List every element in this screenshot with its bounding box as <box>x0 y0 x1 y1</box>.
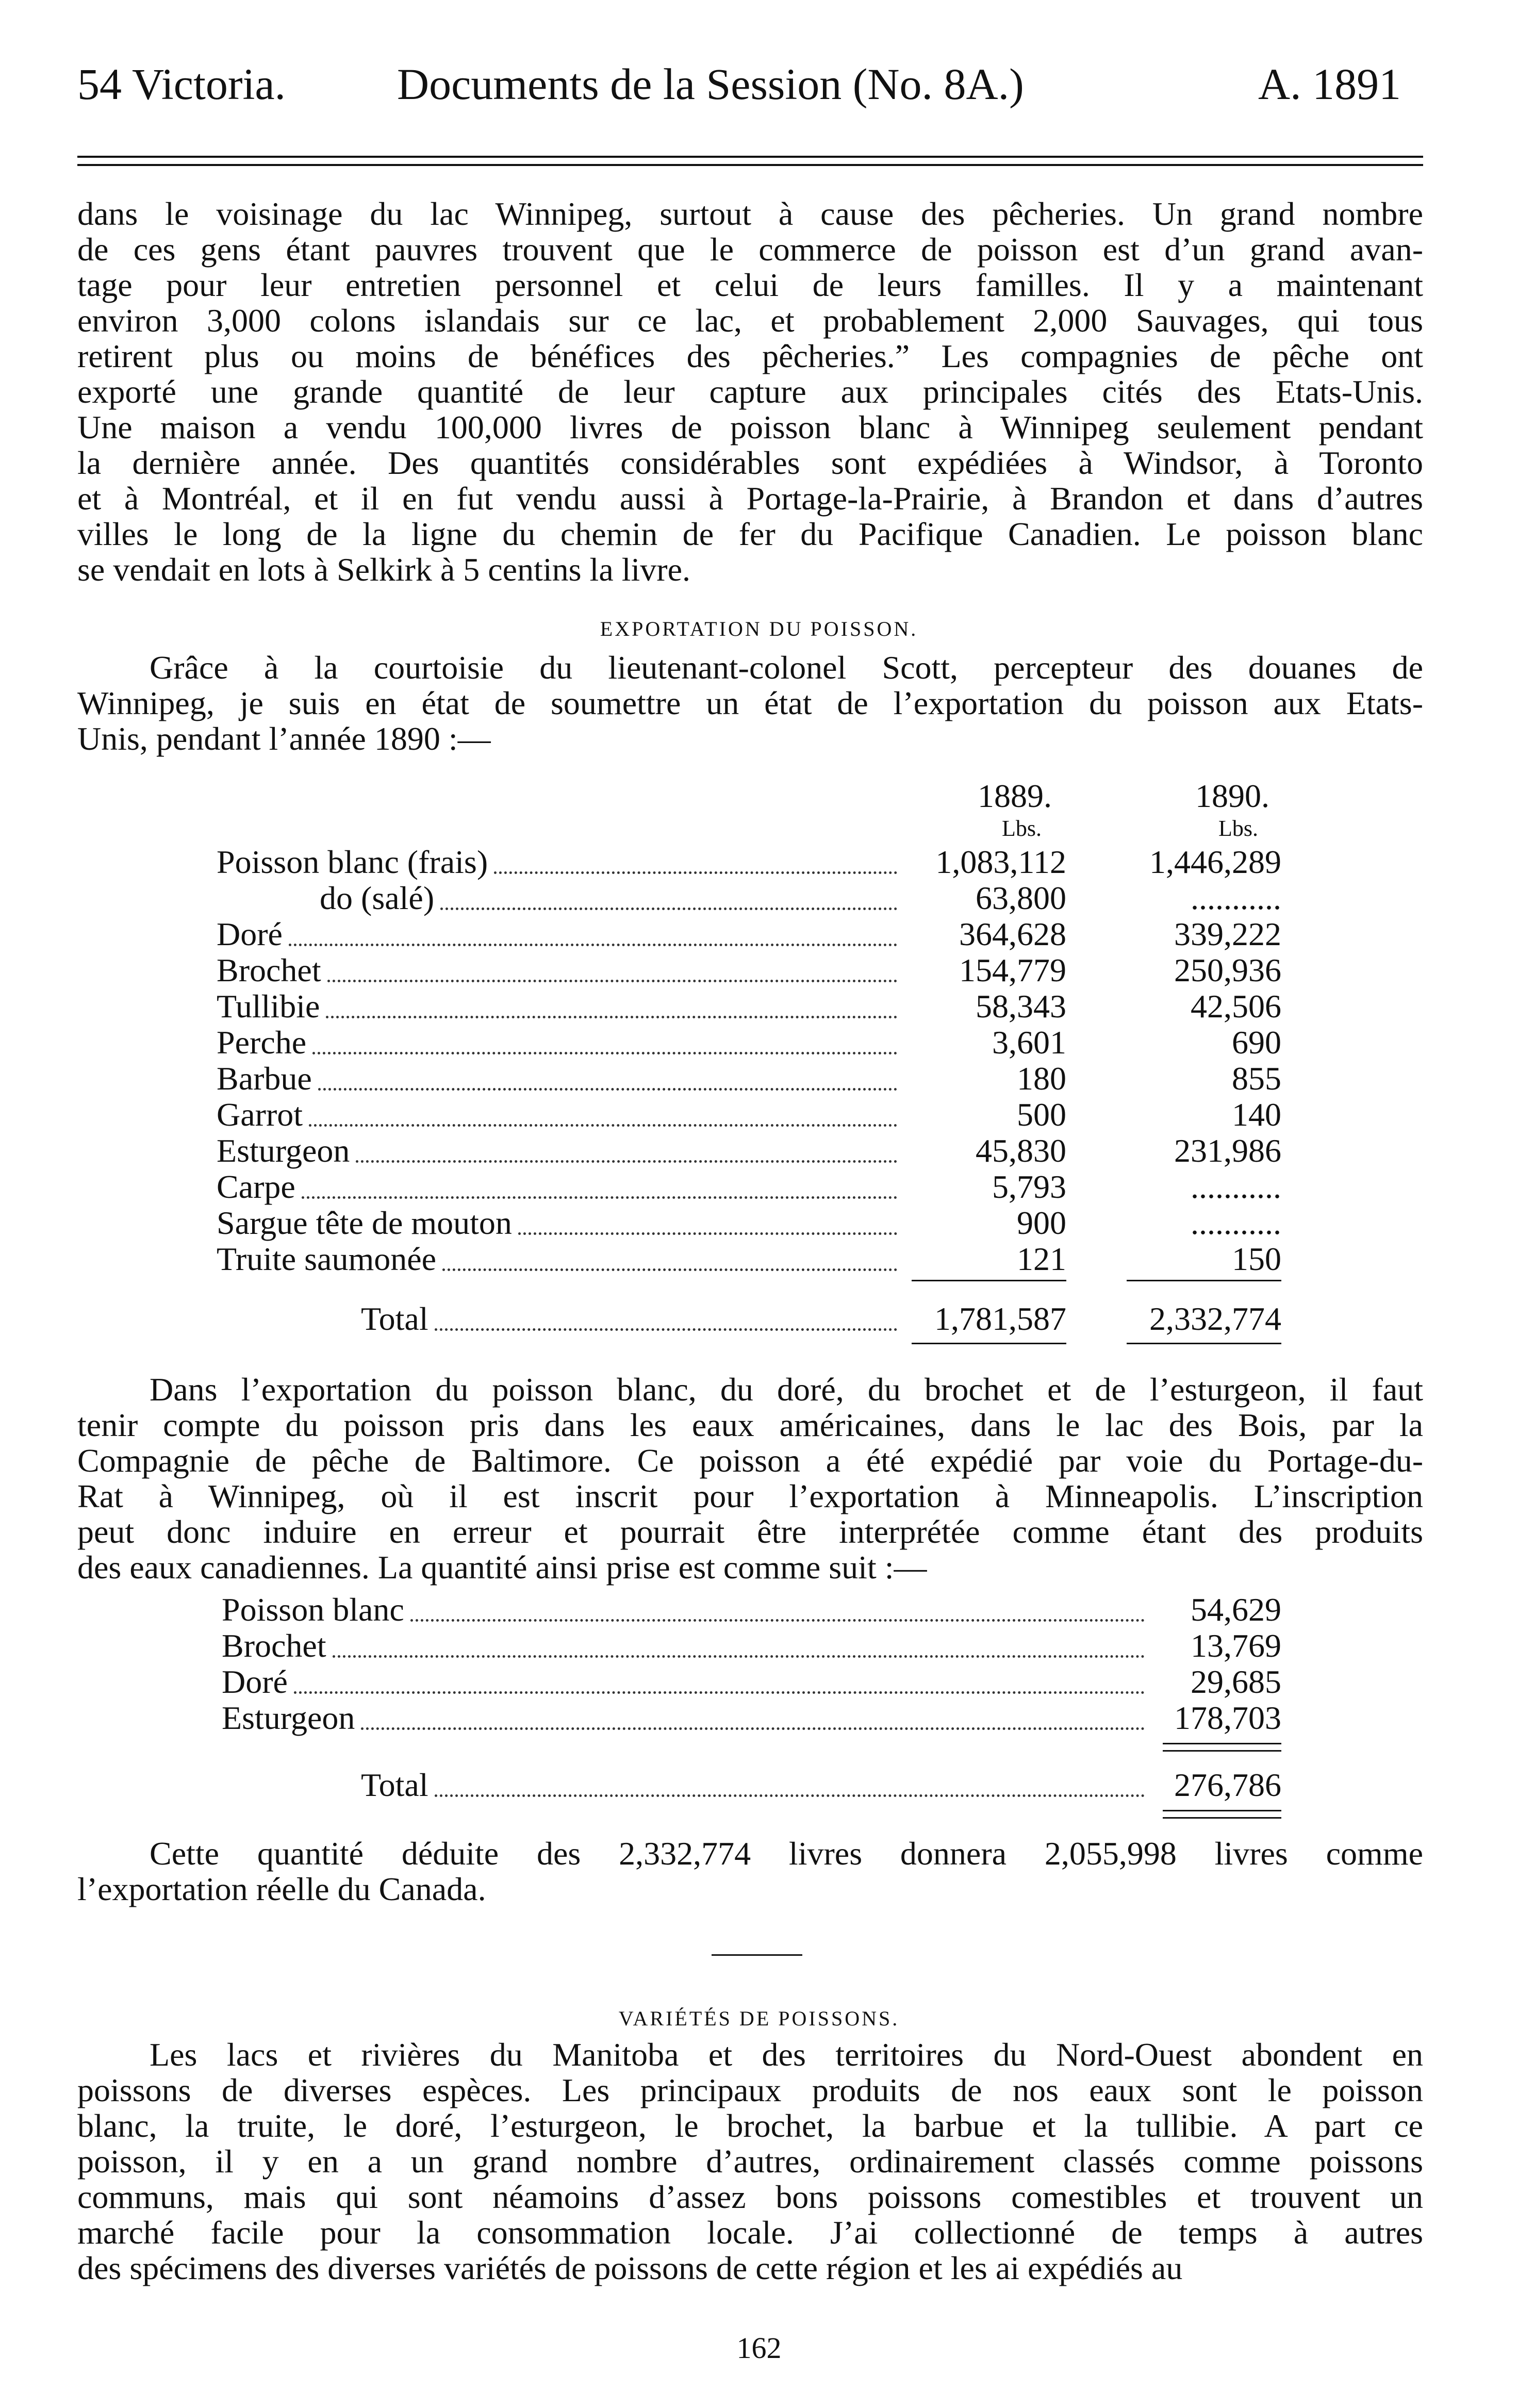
paragraph-american-waters <box>77 1372 1423 1585</box>
table-row-label: Poisson blanc <box>222 1591 404 1628</box>
table-cell-1889: 180 <box>1017 1060 1066 1097</box>
table-cell-1889: 58,343 <box>976 988 1066 1025</box>
text-line: des spécimens des diverses variétés de poissons de cette région et les ai expédiés au <box>77 2250 1183 2286</box>
leader-dots <box>333 1655 1145 1658</box>
table-cell-1889: 63,800 <box>976 880 1066 916</box>
text-line: tage pour leur entretien personnel et celui de leurs familles. Il y a maintenant <box>77 267 1423 303</box>
text-line: marché facile pour la consommation locale. J’ai collectionné de temps à autres <box>77 2214 1423 2251</box>
col-year-1889: 1889. <box>978 778 1052 814</box>
total-underline <box>1163 1810 1281 1811</box>
table-row-label: Doré <box>222 1663 288 1700</box>
total-label: Total <box>361 1767 428 1803</box>
table-row-label: Poisson blanc (frais) <box>217 844 488 880</box>
table-row-label: Perche <box>217 1024 307 1061</box>
table-cell-1890: 1,446,289 <box>1149 844 1281 880</box>
table-cell-1889: 45,830 <box>976 1132 1066 1169</box>
leader-dots <box>294 1691 1145 1694</box>
total-1889: 1,781,587 <box>934 1300 1066 1337</box>
text-line: Compagnie de pêche de Baltimore. Ce poisson a été expédié par voie du Portage-du- <box>77 1442 1423 1479</box>
leader-dots <box>361 1727 1145 1730</box>
table-row-label: Carpe <box>217 1168 295 1205</box>
table-row-label: Esturgeon <box>217 1132 350 1169</box>
text-line: Les lacs et rivières du Manitoba et des territoires du Nord-Ouest abondent en <box>150 2036 1423 2073</box>
text-line: poisson, il y en a un grand nombre d’autres, ordinairement classés comme poissons <box>77 2143 1423 2180</box>
leader-dots <box>309 1124 897 1127</box>
leader-dots <box>442 1268 897 1271</box>
table-row-label: Doré <box>217 916 283 952</box>
text-line: Dans l’exportation du poisson blanc, du doré, du brochet et de l’esturgeon, il faut <box>150 1371 1423 1408</box>
leader-dots <box>440 908 897 910</box>
total-underline-1889 <box>912 1343 1066 1344</box>
text-line: blanc, la truite, le doré, l’esturgeon, le brochet, la barbue et la tullibie. A part ce <box>77 2107 1423 2144</box>
leader-dots <box>302 1196 897 1199</box>
total-underline <box>1163 1817 1281 1819</box>
table-cell-value: 178,703 <box>1174 1700 1281 1736</box>
table-cell-1890: 250,936 <box>1174 952 1281 988</box>
leader-dots <box>289 944 897 946</box>
text-line: exporté une grande quantité de leur capture aux principales cités des Etats-Unis. <box>77 373 1423 410</box>
section-divider <box>712 1954 802 1956</box>
table-cell-1890: ........... <box>1191 1168 1281 1205</box>
table-cell-1890: 231,986 <box>1174 1132 1281 1169</box>
text-line: de ces gens étant pauvres trouvent que le commerce de poisson est d’un grand avan- <box>77 231 1423 268</box>
leader-dots <box>410 1619 1145 1622</box>
leader-dots <box>318 1088 897 1091</box>
col-year-1890: 1890. <box>1195 778 1269 814</box>
col-unit-1890: Lbs. <box>1218 816 1258 841</box>
text-line: communs, mais qui sont néamoins d’assez bons poissons comestibles et trouvent un <box>77 2179 1423 2215</box>
leader-dots <box>494 871 897 874</box>
leader-dots <box>356 1160 897 1163</box>
table-cell-value: 54,629 <box>1191 1591 1281 1628</box>
page-number: 162 <box>736 2331 782 2365</box>
table-row-label: Esturgeon <box>222 1700 355 1736</box>
table-cell-1890: 42,506 <box>1191 988 1281 1025</box>
heading-varieties: VARIÉTÉS DE POISSONS. <box>618 2007 900 2030</box>
text-line: peut donc induire en erreur et pourrait être interprétée comme étant des produits <box>77 1513 1423 1550</box>
header-rule-bottom <box>77 164 1423 166</box>
text-line: tenir compte du poisson pris dans les eaux américaines, dans le lac des Bois, par la <box>77 1407 1423 1443</box>
leader-dots <box>326 1016 897 1018</box>
table-row-label: do (salé) <box>320 880 435 916</box>
text-line: poissons de diverses espèces. Les principaux produits de nos eaux sont le poisson <box>77 2072 1423 2108</box>
text-line: Une maison a vendu 100,000 livres de poisson blanc à Winnipeg seulement pendant <box>77 409 1423 446</box>
table-row-label: Brochet <box>222 1627 326 1664</box>
total-value: 276,786 <box>1174 1767 1281 1803</box>
table-cell-1890: ........... <box>1191 880 1281 916</box>
table-row-label: Brochet <box>217 952 321 988</box>
table-cell-1889: 5,793 <box>992 1168 1066 1205</box>
text-line: Rat à Winnipeg, où il est inscrit pour l’exportation à Minneapolis. L’inscription <box>77 1478 1423 1514</box>
table-cell-1890: 855 <box>1232 1060 1281 1097</box>
paragraph-varieties <box>77 2037 1423 2286</box>
total-rule <box>1163 1743 1281 1744</box>
table-cell-1890: 690 <box>1232 1024 1281 1061</box>
table-cell-1889: 364,628 <box>959 916 1066 952</box>
text-line: environ 3,000 colons islandais sur ce lac, et probablement 2,000 Sauvages, qui tous <box>77 302 1423 339</box>
text-line: se vendait en lots à Selkirk à 5 centins la livre. <box>77 551 690 588</box>
total-label: Total <box>361 1300 428 1337</box>
table-cell-1889: 900 <box>1017 1205 1066 1241</box>
paragraph-net-export <box>77 1836 1423 1907</box>
table-cell-1889: 154,779 <box>959 952 1066 988</box>
total-rule-1889 <box>912 1280 1066 1281</box>
paragraph-fisheries <box>77 196 1423 587</box>
text-line: et à Montréal, et il en fut vendu aussi à Portage-la-Prairie, à Brandon et dans d’autres <box>77 480 1423 517</box>
table-cell-1889: 1,083,112 <box>935 844 1066 880</box>
heading-exportation: EXPORTATION DU POISSON. <box>600 617 918 640</box>
table-cell-value: 13,769 <box>1191 1627 1281 1664</box>
table-cell-1890: 150 <box>1232 1241 1281 1277</box>
text-line: retirent plus ou moins de bénéfices des pêcheries.” Les compagnies de pêche ont <box>77 338 1423 374</box>
text-line: dans le voisinage du lac Winnipeg, surtout à cause des pêcheries. Un grand nombre <box>77 195 1423 232</box>
table-cell-1890: ........... <box>1191 1205 1281 1241</box>
table-row-label: Garrot <box>217 1096 303 1133</box>
text-line: l’exportation réelle du Canada. <box>77 1871 486 1907</box>
header-title: Documents de la Session (No. 8A.) <box>397 59 1024 109</box>
header-volume: 54 Victoria. <box>77 59 286 109</box>
table-cell-1889: 500 <box>1017 1096 1066 1133</box>
table-row-label: Tullibie <box>217 988 320 1025</box>
table-cell-1889: 121 <box>1017 1241 1066 1277</box>
text-line: la dernière année. Des quantités considérables sont expédiées à Windsor, à Toronto <box>77 444 1423 481</box>
paragraph-customs <box>77 650 1423 756</box>
table-row-label: Barbue <box>217 1060 312 1097</box>
text-line: Cette quantité déduite des 2,332,774 livres donnera 2,055,998 livres comme <box>150 1835 1423 1872</box>
text-line: Unis, pendant l’année 1890 :— <box>77 720 491 757</box>
header-year: A. 1891 <box>1258 59 1401 109</box>
table-row-label: Sargue tête de mouton <box>217 1205 512 1241</box>
header-rule-top <box>77 156 1423 158</box>
leader-dots <box>435 1328 897 1331</box>
col-unit-1889: Lbs. <box>1002 816 1042 841</box>
total-rule-1890 <box>1127 1280 1281 1281</box>
text-line: Winnipeg, je suis en état de soumettre un état de l’exportation du poisson aux Etats- <box>77 685 1423 721</box>
table-cell-value: 29,685 <box>1191 1663 1281 1700</box>
table-cell-1890: 140 <box>1232 1096 1281 1133</box>
total-1890: 2,332,774 <box>1149 1300 1281 1337</box>
text-line: villes le long de la ligne du chemin de fer du Pacifique Canadien. Le poisson blanc <box>77 516 1423 552</box>
total-underline-1890 <box>1127 1343 1281 1344</box>
leader-dots <box>518 1232 897 1235</box>
table-cell-1890: 339,222 <box>1174 916 1281 952</box>
leader-dots <box>312 1052 897 1054</box>
text-line: des eaux canadiennes. La quantité ainsi prise est comme suit :— <box>77 1549 927 1586</box>
table-cell-1889: 3,601 <box>992 1024 1066 1061</box>
total-rule <box>1163 1750 1281 1752</box>
leader-dots <box>435 1794 1145 1797</box>
table-row-label: Truite saumonée <box>217 1241 437 1277</box>
text-line: Grâce à la courtoisie du lieutenant-colonel Scott, percepteur des douanes de <box>150 649 1423 686</box>
leader-dots <box>327 980 897 982</box>
